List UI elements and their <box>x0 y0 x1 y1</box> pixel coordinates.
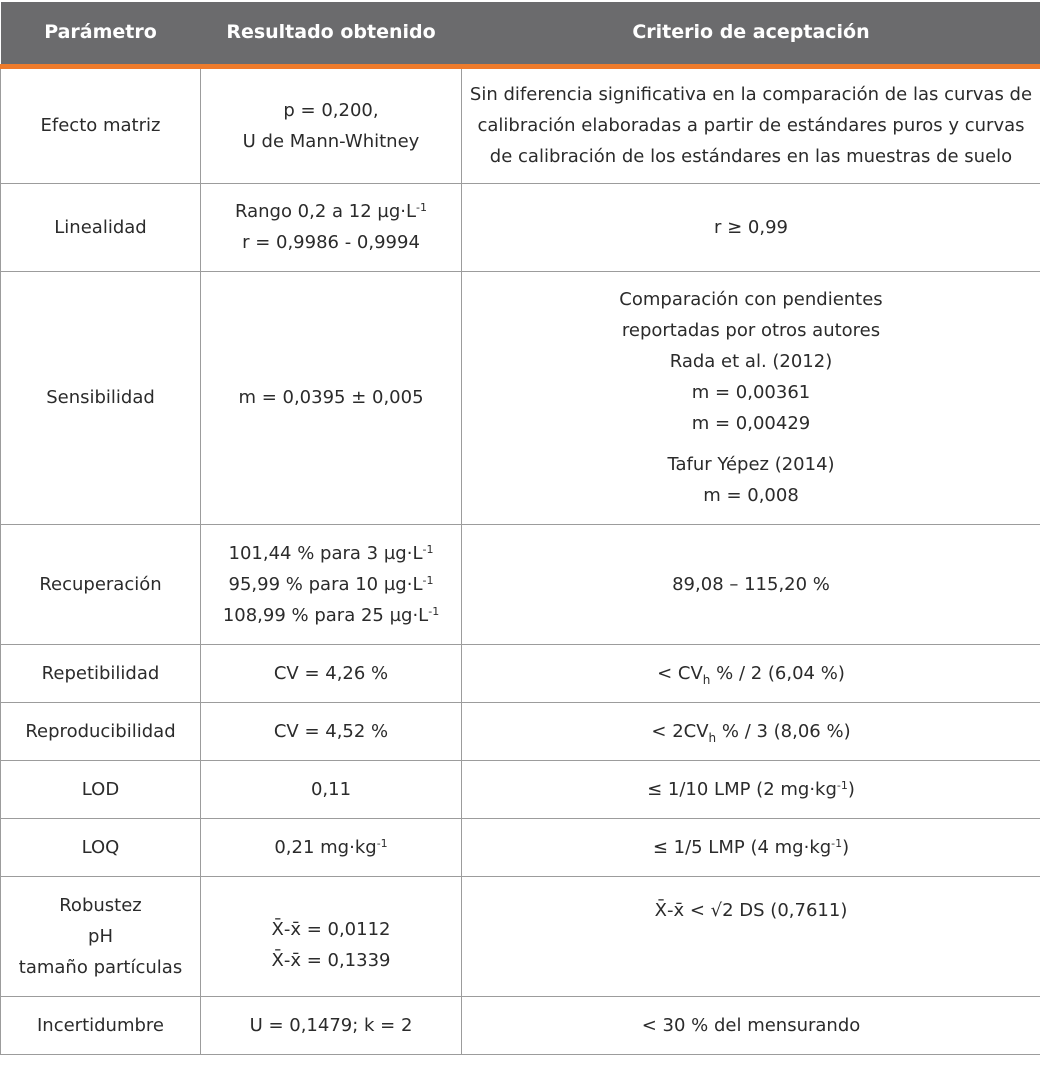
header-row <box>1 2 1040 66</box>
superscript: -1 <box>422 573 434 587</box>
criterion-line: Tafur Yépez (2014) <box>667 454 835 475</box>
criterion-cell: < $CV_h$ % / 2 (6,04 %) <box>462 644 1040 702</box>
parameter-cell: Repetibilidad <box>1 644 201 702</box>
criterion-line: reportadas por otros autores <box>621 320 881 341</box>
header-criterion: Criterio de aceptación <box>462 2 1040 66</box>
table-row <box>1 271 1040 524</box>
parameter-cell: LOD <box>1 760 201 818</box>
result-cell <box>201 524 462 644</box>
spacer <box>468 439 1034 449</box>
superscript: -1 <box>428 604 440 618</box>
criterion-line: m = 0,008 <box>703 485 799 506</box>
criterion-cell: < 30 % del mensurando <box>462 996 1040 1054</box>
table-row <box>1 644 1040 702</box>
result-cell <box>201 66 462 183</box>
result-cell <box>201 876 462 996</box>
criterion-cell <box>462 66 1040 183</box>
result-cell: U = 0,1479; k = 2 <box>201 996 462 1054</box>
criterion-cell: ≤ 1/10 LMP (2 $mg\cdot kg^{-1}$) <box>462 760 1040 818</box>
table-row <box>1 818 1040 876</box>
criterion-line: calibración elaboradas a partir de estándares puros y curvas <box>477 115 1025 136</box>
subscript: h <box>702 672 711 687</box>
criterion-cell: r ≥ 0,99 <box>462 183 1040 271</box>
result-line: 108,99 % para 25 $\mu g\cdot L^{-1}$ <box>222 604 440 626</box>
table-row <box>1 996 1040 1054</box>
validation-table <box>0 2 1040 1055</box>
criterion-line: m = 0,00361 <box>691 382 811 403</box>
table-row <box>1 66 1040 183</box>
criterion-cell: 89,08 – 115,20 % <box>462 524 1040 644</box>
criterion-line: Rada et al. (2012) <box>669 351 833 372</box>
parameter-cell: Recuperación <box>1 524 201 644</box>
result-cell: m = 0,0395 ± 0,005 <box>201 271 462 524</box>
result-line: r = 0,9986 - 0,9994 <box>242 232 420 253</box>
superscript: -1 <box>416 201 428 214</box>
result-cell: 0,21 $mg\cdot kg^{-1}$ <box>201 818 462 876</box>
header-parameter: Parámetro <box>1 2 201 66</box>
criterion-line: m = 0,00429 <box>691 413 811 434</box>
table-row <box>1 760 1040 818</box>
criterion-line: Sin diferencia significativa en la comparación de las curvas de <box>469 84 1033 105</box>
parameter-cell: Efecto matriz <box>1 66 201 183</box>
superscript: -1 <box>376 836 388 850</box>
table-row <box>1 702 1040 760</box>
result-cell: CV = 4,52 % <box>201 702 462 760</box>
criterion-cell <box>462 271 1040 524</box>
superscript: -1 <box>422 542 434 556</box>
result-line: Rango 0,2 a 12 $\mu g\cdot L^{-1}$ <box>234 201 428 222</box>
subscript: h <box>708 730 717 745</box>
header-result: Resultado obtenido <box>201 2 462 66</box>
parameter-cell: Linealidad <box>1 183 201 271</box>
parameter-cell: Reproducibilidad <box>1 702 201 760</box>
criterion-line: de calibración de los estándares en las muestras de suelo <box>489 146 1013 167</box>
result-cell: 0,11 <box>201 760 462 818</box>
result-cell <box>201 183 462 271</box>
result-line: 101,44 % para 3 $\mu g\cdot L^{-1}$ <box>228 542 434 564</box>
result-line: X̄-x̄ = 0,0112 <box>271 919 391 940</box>
result-cell: CV = 4,26 % <box>201 644 462 702</box>
parameter-cell: LOQ <box>1 818 201 876</box>
result-line: X̄-x̄ = 0,1339 <box>271 950 391 971</box>
parameter-cell: Sensibilidad <box>1 271 201 524</box>
criterion-cell: < $2CV_h$ % / 3 (8,06 %) <box>462 702 1040 760</box>
table-row <box>1 524 1040 644</box>
parameter-line: Robustez <box>59 894 142 916</box>
criterion-line: Comparación con pendientes <box>619 289 883 310</box>
criterion-cell: X̄-x̄ < √2 DS (0,7611) <box>462 876 1040 996</box>
table-row <box>1 876 1040 996</box>
parameter-line: pH <box>88 925 113 947</box>
parameter-cell <box>1 876 201 996</box>
parameter-line: tamaño partículas <box>18 956 183 978</box>
superscript: -1 <box>831 836 843 850</box>
parameter-cell: Incertidumbre <box>1 996 201 1054</box>
criterion-cell: ≤ 1/5 LMP (4 $mg\cdot kg^{-1}$) <box>462 818 1040 876</box>
result-line: U de Mann-Whitney <box>242 130 420 152</box>
table-row <box>1 183 1040 271</box>
result-line: 95,99 % para 10 $\mu g\cdot L^{-1}$ <box>228 573 434 595</box>
result-line: p = 0,200, <box>283 99 379 121</box>
superscript: -1 <box>836 778 848 792</box>
